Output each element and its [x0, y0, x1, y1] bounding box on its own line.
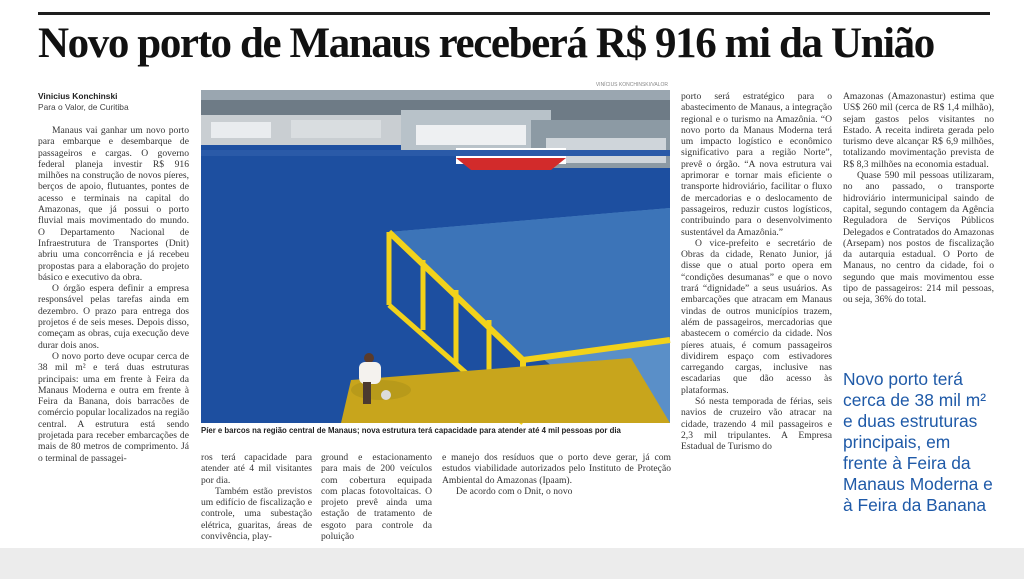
- paragraph: O órgão espera definir a empresa responsável pelas tarefas ainda em dezembro. O prazo para entrega dos projetos é de seis meses. Depois disso, começam as obras, cuja execução deve durar dois anos.: [38, 283, 189, 351]
- bottom-bar: [0, 548, 1024, 579]
- article-column-3: [321, 452, 432, 542]
- article-column-5: [681, 91, 832, 453]
- paragraph: Só nesta temporada de férias, seis navios de cruzeiro vão atracar na cidade, trazendo 4 mil passageiros e 2,3 mil tripulantes. A Empresa Estadual de Turismo do: [681, 396, 832, 453]
- article-column-2: [201, 452, 312, 542]
- paragraph: porto será estratégico para o abastecimento de Manaus, a integração regional e o turismo na Amazônia. “O novo porto da Manaus Moderna terá um impacto logístico e econômico significativo para a região Norte”, prevê o órgão. “A nova estrutura vai aprimorar e tornar mais eficiente o transporte hidroviário, facilitar o fluxo de mercadorias e o deslocamento de passageiros, reduzir custos logísticos, contribuindo para o desenvolvimento sustentável da Amazônia.”: [681, 91, 832, 238]
- paragraph: De acordo com o Dnit, o novo: [456, 485, 573, 497]
- pull-quote: Novo porto terá cerca de 38 mil m² e duas estruturas principais, em frente à Feira da Manaus Moderna e à Feira da Banana: [843, 369, 993, 515]
- byline-author: Vinicius Konchinski: [38, 91, 118, 101]
- byline-location: Para o Valor, de Curitiba: [38, 102, 129, 112]
- paragraph: Quase 590 mil pessoas utilizaram, no ano passado, o transporte hidroviário intermunicipal saindo de capital, segundo contagem da Agência Reguladora de Serviços Públicos Delegados e Contratados do Amazonas (Arsepam) nos postos de fiscalização da autarquia estadual. O Porto de Manaus, no centro da cidade, foi o segundo que mais movimentou esse tipo de passageiros: 214 mil pessoas, ou seja, 36% do total.: [843, 170, 994, 306]
- headline: Novo porto de Manaus receberá R$ 916 mi da União: [38, 20, 934, 67]
- article-column-6: [843, 91, 994, 306]
- paragraph: Amazonas (Amazonastur) estima que US$ 260 mil (cerca de R$ 1,4 milhão), sejam gastos pelos visitantes no Estado. A receita indireta gerada pelo turismo deve alcançar R$ 6,9 milhões, totalizando movimentação prevista de R$ 8,3 milhões na economia estadual.: [843, 91, 994, 170]
- paragraph: ground e estacionamento para mais de 200 veículos com cobertura equipada com placas fotovoltaicas. O projeto prevê ainda uma estação de tratamento de esgoto para controle da poluição: [321, 452, 432, 543]
- paragraph: Também estão previstos um edifício de fiscalização e controle, uma subestação elétrica, guaritas, áreas de convivência, play-: [201, 485, 312, 543]
- photo-credit: VINÍCIUS KONCHINSKI/VALOR: [595, 82, 668, 88]
- article-column-4: [442, 452, 671, 497]
- top-rule: [38, 12, 990, 15]
- photo-caption: Píer e barcos na região central de Manaus; nova estrutura terá capacidade para atender até 4 mil pessoas por dia: [201, 426, 621, 435]
- article-column-1: [38, 91, 189, 464]
- paragraph: ros terá capacidade para atender até 4 mil visitantes por dia.: [201, 452, 312, 486]
- paragraph: e manejo dos resíduos que o porto deve gerar, já com estudos viabilidade autorizados pelo Instituto de Proteção Ambiental do Amazonas (Ipaam).: [442, 452, 671, 486]
- port-photo-illustration: [201, 90, 670, 423]
- paragraph: O novo porto deve ocupar cerca de 38 mil m² e terá duas estruturas principais: uma em frente à Feira da Manaus Moderna e outra em frente à Feira da Banana, dois barracões de comércio popular localizados na região central. A estrutura está sendo projetada para receber embarcações de mais de 80 metros de comprimento. Já o terminal de passagei-: [38, 350, 189, 464]
- paragraph: O vice-prefeito e secretário de Obras da cidade, Renato Junior, já disse que o atual porto opera em “condições desumanas” e que o novo trará “dignidade” a seus usuários. As embarcações que atracam em Manaus vindas de outros municípios trazem, além de passageiros, mercadorias que abastecem o comércio da cidade. Nos píeres atuais, é comum passageiros dividirem espaço com estivadores carregando cargas, inclusive nas escadarias que dão acesso às plataformas.: [681, 237, 832, 396]
- paragraph: Manaus vai ganhar um novo porto para embarque e desembarque de passageiros e cargas. O governo federal planeja investir R$ 916 milhões na construção de novos píeres, berços de apoio, flutuantes, pontes de acesso e terminais na capital do Amazonas, que já possui o porto fluvial mais movimentado do mundo. O Departamento Nacional de Infraestrutura de Transportes (Dnit) abriu uma concorrência e já recebeu propostas para a elaboração do projeto básico e executivo da obra.: [38, 125, 189, 283]
- article-photo: [201, 82, 670, 423]
